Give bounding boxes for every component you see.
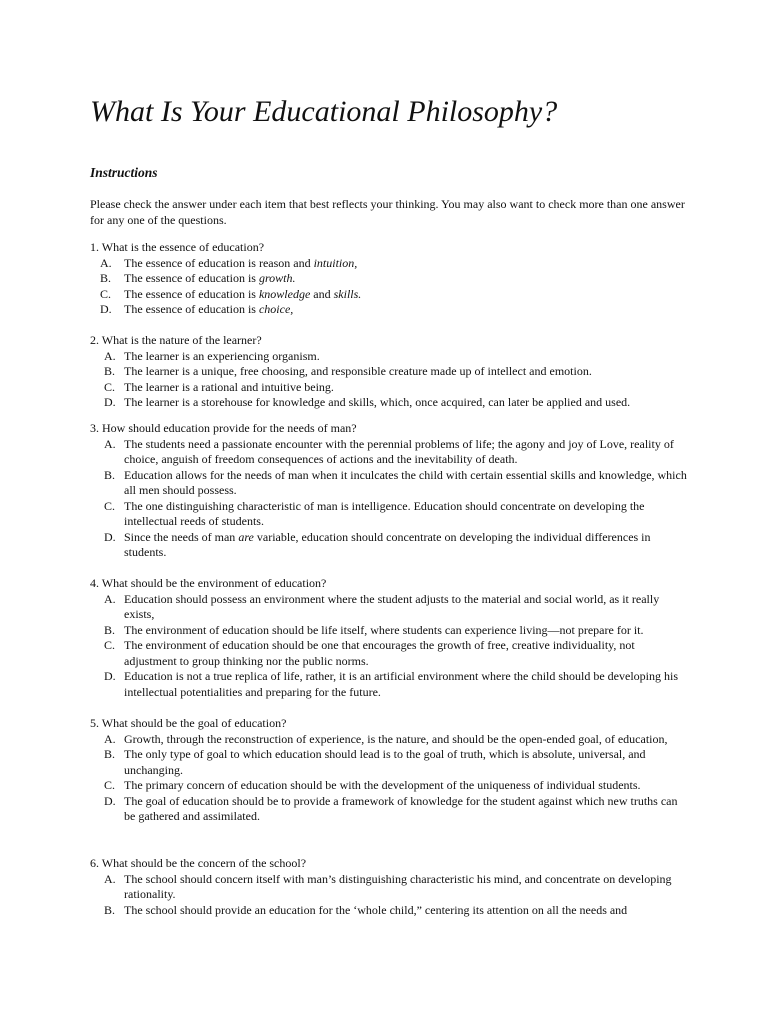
option-letter: C. <box>104 379 116 394</box>
option-letter: A. <box>104 591 116 606</box>
question-text: 4. What should be the environment of education? <box>90 576 327 590</box>
question-4 <box>90 576 690 700</box>
option-b[interactable] <box>104 623 690 639</box>
option-list <box>90 256 690 318</box>
option-text: Education allows for the needs of man when it inculcates the child with certain essential skills and knowledge, which all men should possess. <box>124 467 687 497</box>
option-emphasis: skills. <box>333 286 362 301</box>
option-a[interactable] <box>104 592 690 623</box>
option-text: The essence of education is reason and <box>124 255 311 270</box>
option-text: The one distinguishing characteristic of man is intelligence. Education should concentrate on developing the intellectual reeds of students. <box>124 498 645 528</box>
option-text: The school should concern itself with man’s distinguishing characteristic his mind, and concentrate on developing rationality. <box>124 871 672 901</box>
option-text: The essence of education is <box>124 302 256 316</box>
question-5 <box>90 716 690 825</box>
option-a[interactable] <box>100 256 690 272</box>
option-c[interactable] <box>104 499 690 530</box>
option-text: The goal of education should be to provide a framework of knowledge for the student against which new truths can be gathered and assimilated. <box>124 793 678 823</box>
option-list <box>90 872 690 919</box>
question-text: 2. What is the nature of the learner? <box>90 333 262 347</box>
option-text: The environment of education should be life itself, where students can experience living—not prepare for it. <box>124 622 644 637</box>
option-b[interactable] <box>104 903 690 919</box>
document-title: What Is Your Educational Philosophy? <box>90 95 558 128</box>
option-a[interactable] <box>104 437 690 468</box>
option-letter: B. <box>104 467 116 482</box>
option-letter: D. <box>100 302 112 316</box>
question-6 <box>90 856 690 918</box>
question-text: 1. What is the essence of education? <box>90 240 265 254</box>
option-b[interactable] <box>104 364 690 380</box>
option-letter: B. <box>104 364 116 378</box>
option-letter: D. <box>104 793 116 808</box>
option-letter: A. <box>100 255 112 270</box>
option-letter: D. <box>104 529 116 544</box>
option-letter: B. <box>100 271 112 285</box>
option-text: The learner is a storehouse for knowledge and skills, which, once acquired, can later be applied and used. <box>124 395 631 409</box>
option-letter: D. <box>104 395 116 409</box>
option-text: Since the needs of man <box>124 529 236 544</box>
option-c[interactable] <box>100 287 690 303</box>
option-c[interactable] <box>104 638 690 669</box>
option-a[interactable] <box>104 349 690 365</box>
option-text: The primary concern of education should be with the development of the uniqueness of individual students. <box>124 778 641 792</box>
option-list <box>90 592 690 701</box>
option-letter: B. <box>104 902 116 917</box>
option-a[interactable] <box>104 732 690 748</box>
option-text: The only type of goal to which education should lead is to the goal of truth, which is absolute, universal, and unchanging. <box>124 747 646 777</box>
option-text: The learner is a rational and intuitive being. <box>124 379 334 394</box>
option-letter: D. <box>104 669 116 683</box>
option-text: The students need a passionate encounter with the perennial problems of life; the agony and joy of Love, reality of choice, anguish of freedom consequences of actions and the inevitability of death. <box>124 436 674 466</box>
question-3 <box>90 421 690 561</box>
option-text: The learner is an experiencing organism. <box>124 348 320 363</box>
option-b[interactable] <box>104 747 690 778</box>
option-text: The environment of education should be one that encourages the growth of free, creative individuality, not adjustment to group thinking nor the public norms. <box>124 638 635 668</box>
option-list <box>90 437 690 561</box>
option-text-tail: variable, education should concentrate on developing the individual differences in students. <box>124 529 651 559</box>
option-text: The learner is a unique, free choosing, and responsible creature made up of intellect and emotion. <box>124 364 592 378</box>
option-letter: A. <box>104 436 116 451</box>
option-emphasis: choice, <box>258 302 294 316</box>
option-text: Growth, through the reconstruction of experience, is the nature, and should be the open-ended goal, of education, <box>124 731 668 746</box>
option-letter: B. <box>104 622 116 637</box>
option-a[interactable] <box>104 872 690 903</box>
option-d[interactable] <box>104 530 690 561</box>
question-2 <box>90 333 690 411</box>
option-d[interactable] <box>100 302 690 318</box>
option-text: The essence of education is <box>124 286 256 301</box>
option-emphasis: are <box>238 529 254 544</box>
option-letter: B. <box>104 747 116 761</box>
option-list <box>90 732 690 825</box>
option-letter: A. <box>104 871 116 886</box>
instructions-heading: Instructions <box>90 165 158 180</box>
option-text: The school should provide an education for the ‘whole child,” centering its attention on all the needs and <box>124 902 628 917</box>
option-letter: C. <box>104 778 116 792</box>
option-c[interactable] <box>104 380 690 396</box>
option-emphasis: intuition, <box>313 255 358 270</box>
question-text: 5. What should be the goal of education? <box>90 716 287 730</box>
option-text: Education should possess an environment where the student adjusts to the material and social world, as it really exists, <box>124 591 660 621</box>
option-letter: C. <box>104 498 116 513</box>
option-b[interactable] <box>104 468 690 499</box>
option-d[interactable] <box>104 395 690 411</box>
option-text: Education is not a true replica of life, rather, it is an artificial environment where the child should be developing his intellectual potentialities and preparing for the future. <box>124 669 679 699</box>
instructions-text: Please check the answer under each item that best reflects your thinking. You may also want to check more than one answer for any one of the questions. <box>90 197 685 227</box>
option-conjunction: and <box>313 286 331 301</box>
option-letter: A. <box>104 348 116 363</box>
option-emphasis: growth. <box>258 271 296 285</box>
option-b[interactable] <box>100 271 690 287</box>
question-1 <box>90 240 690 318</box>
option-text: The essence of education is <box>124 271 256 285</box>
question-text: 6. What should be the concern of the school? <box>90 856 307 870</box>
option-list <box>90 349 690 411</box>
option-emphasis: knowledge <box>258 286 311 301</box>
option-letter: C. <box>104 638 116 652</box>
option-d[interactable] <box>104 669 690 700</box>
question-text: 3. How should education provide for the needs of man? <box>90 421 357 435</box>
option-d[interactable] <box>104 794 690 825</box>
option-c[interactable] <box>104 778 690 794</box>
option-letter: C. <box>100 286 112 301</box>
option-letter: A. <box>104 731 116 746</box>
